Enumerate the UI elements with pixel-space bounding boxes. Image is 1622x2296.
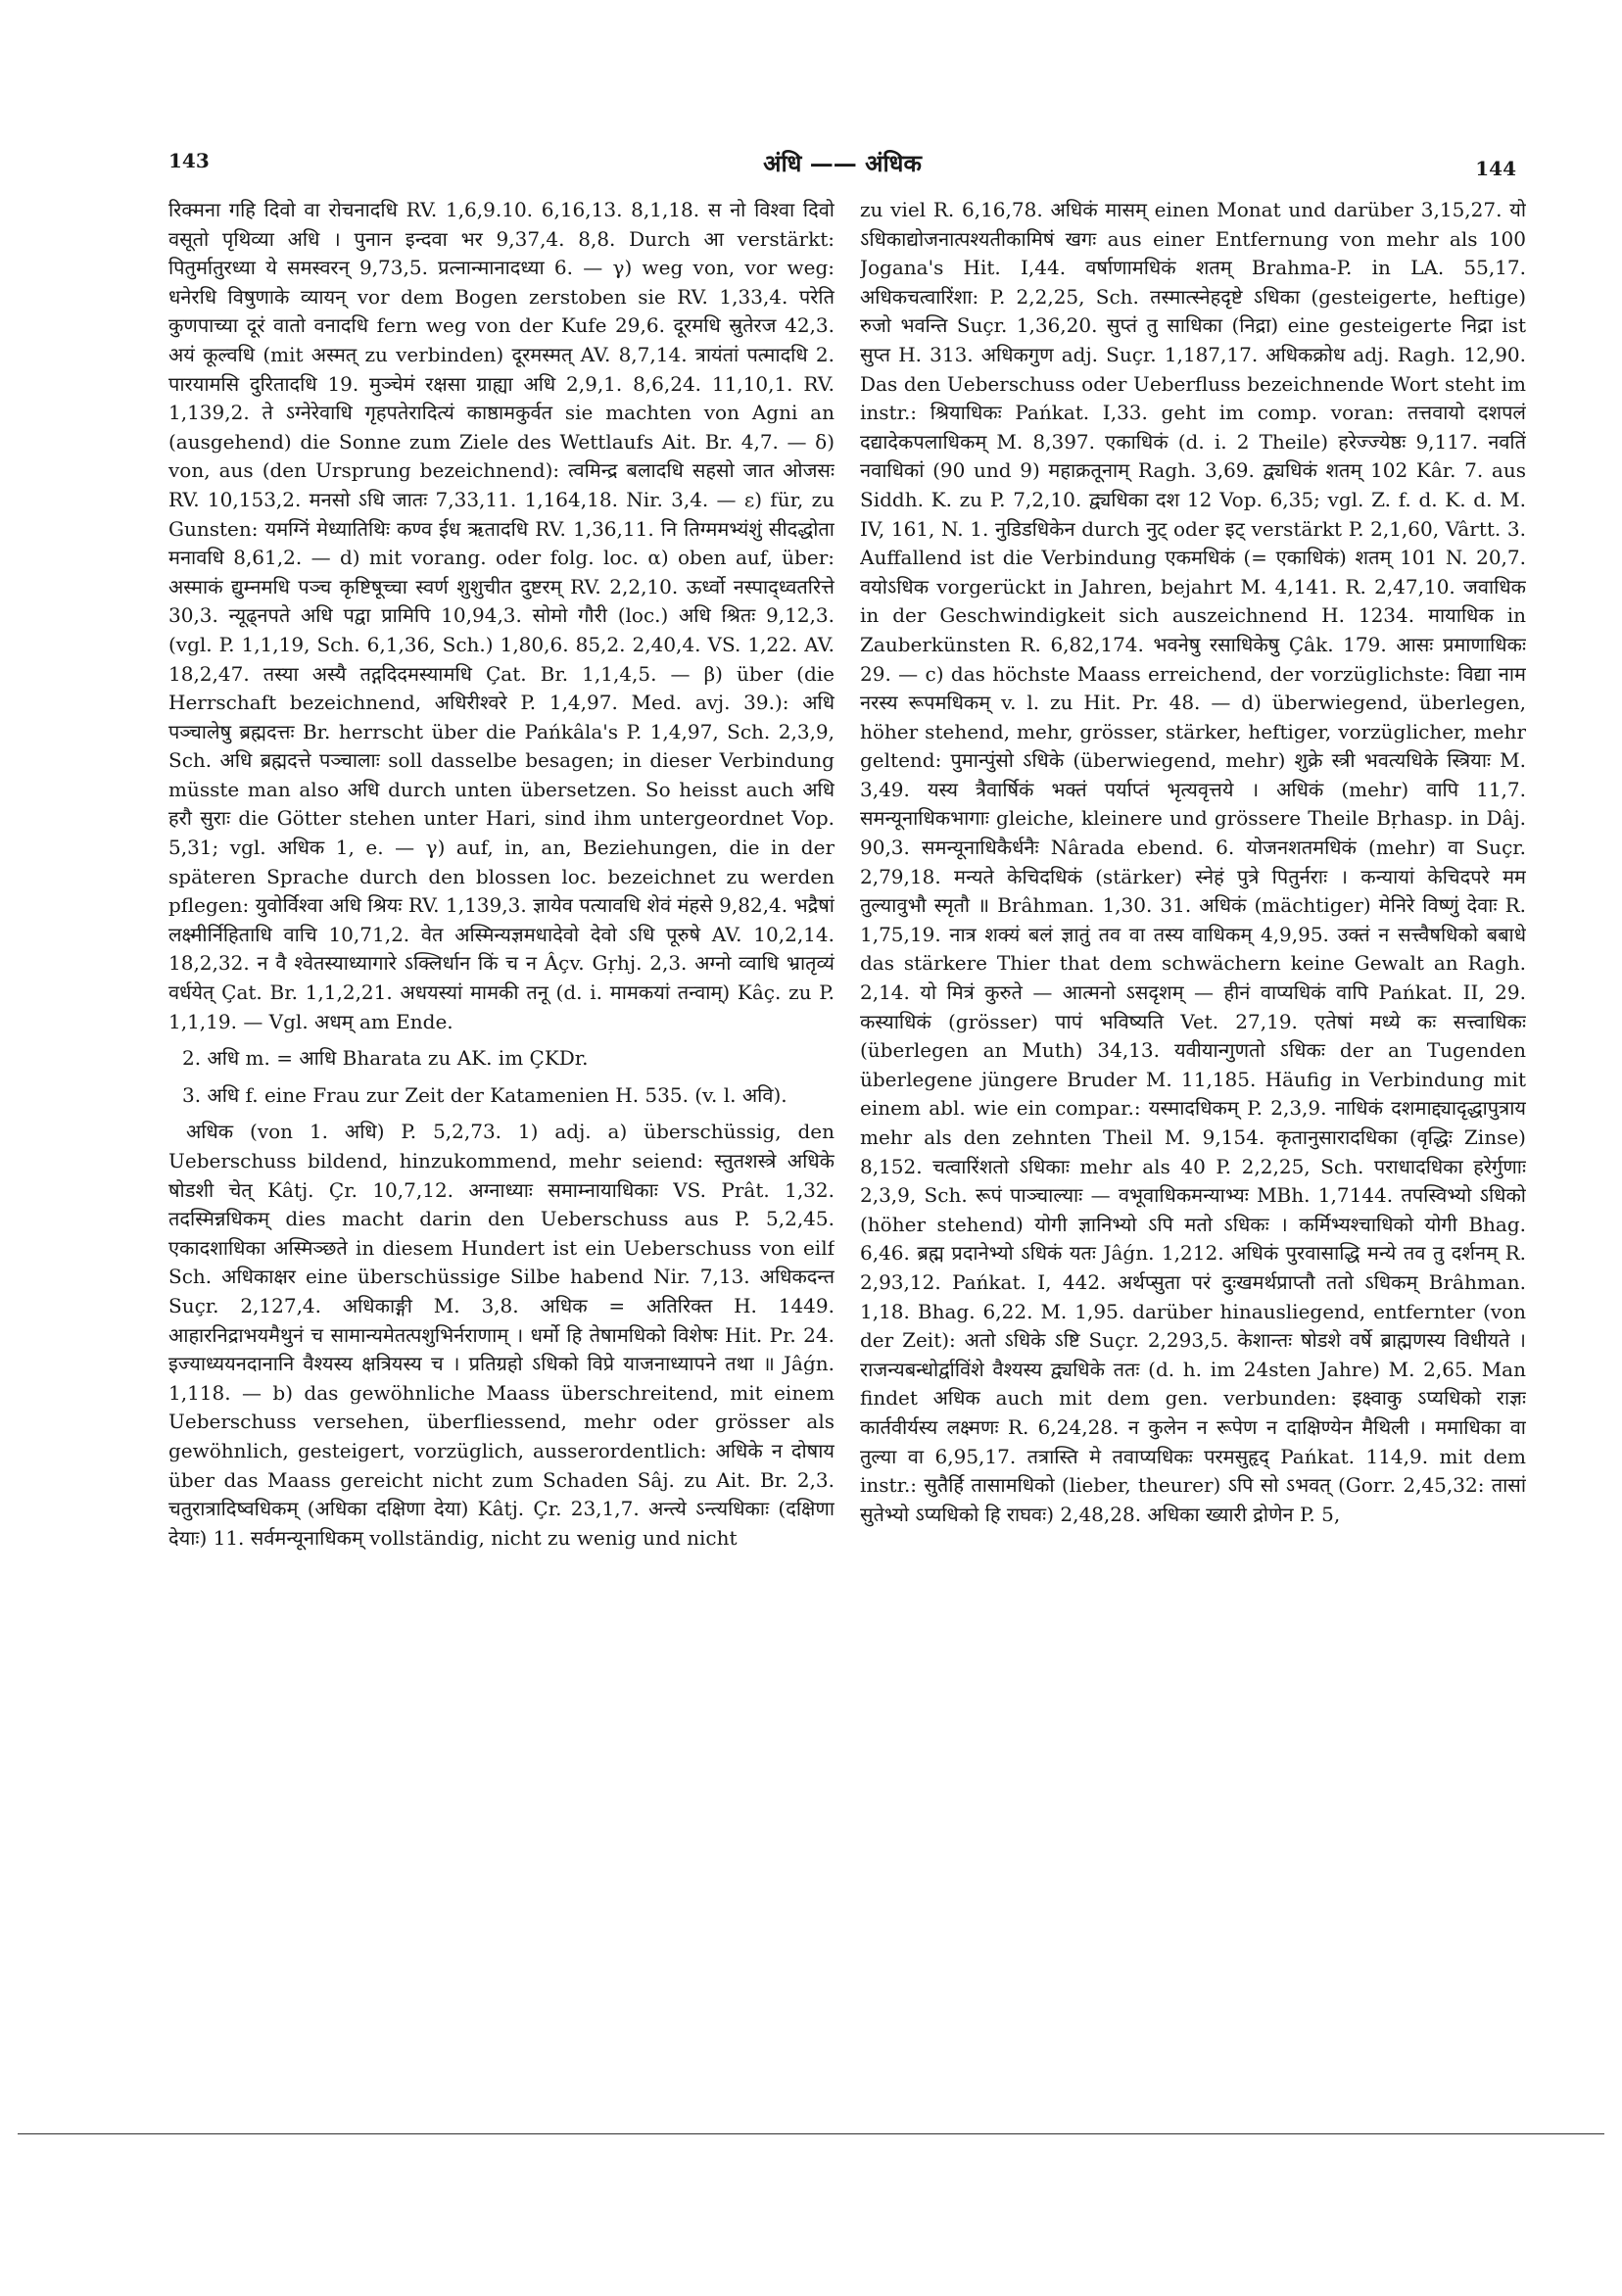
left-paragraph-2: 2. अधि m. = आधि Bharata zu AK. im ÇKDr.: [182, 1046, 589, 1071]
right-column: [860, 196, 1526, 2129]
page-header: [157, 147, 1528, 186]
left-paragraph-1: रिक्मना गहि दिवो वा रोचनादधि RV. 1,6,9.10. 6,16,13. 8,1,18. स नो विश्वा दिवो वसूतो पृथिव्या अधि । पुनान इन्दवा भर 9,37,4. 8,8. Durch आ verstärkt: पितुर्मातुरध्या ये समस्वरन् 9,73,5. प्रत्नान्मानादध्या 6. — γ) weg von, vor weg: धनेरधि विषुणाके व्यायन् vor dem Bogen zerstoben sie RV. 1,33,4. परेति कुणपाच्या दूरं वातो वनादधि fern weg von der Kufe 29,6. दूरमधि स्रुतेरज 42,3. अयं कूल्वधि (mit अस्मत् zu verbinden) दूरमस्मत् AV. 8,7,14. त्रायंतां पत्मादधि 2. पारयामसि दुरितादधि 19. मुञ्चेमं रक्षसा ग्राह्या अधि 2,9,1. 8,6,24. 11,10,1. RV. 1,139,2. ते ऽग्नेरेवाधि गृहपतेरादित्यं काष्ठामकुर्वत sie machten von Agni an (ausgehend) die Sonne zum Ziele des Wettlaufs Ait. Br. 4,7. — δ) von, aus (den Ursprung bezeichnend): त्वमिन्द्र बलादधि सहसो जात ओजसः RV. 10,153,2. मनसो ऽधि जातः 7,33,11. 1,164,18. Nir. 3,4. — ε) für, zu Gunsten: यमग्निं मेध्यातिथिः कण्व ईध ऋतादधि RV. 1,36,11. नि तिग्ममभ्यंशुं सीदद्धोता मनावधि 8,61,2. — d) mit vorang. oder folg. loc. α) oben auf, über: अस्माकं द्युम्नमधि पञ्च कृष्टिषूच्चा स्वर्ण शुशुचीत दुष्टरम् RV. 2,2,10. ऊर्ध्वो नस्पाद्ध्वतरित्ते 30,3. न्यूढ्नपते अधि पद्वा प्रामिपि 10,94,3. सोमो गौरी (loc.) अधि श्रितः 9,12,3. (vgl. P. 1,1,19, Sch. 6,1,36, Sch.) 1,80,6. 85,2. 2,40,4. VS. 1,22. AV. 18,2,47. तस्या अस्यै तद्गदिदमस्यामधि Çat. Br. 1,1,4,5. — β) über (die Herrschaft bezeichnend, अधिरीश्वरे P. 1,4,97. Med. avj. 39.): अधि पञ्चालेषु ब्रह्मदत्तः Br. herrscht über die Pańkâla's P. 1,4,97, Sch. 2,3,9, Sch. अधि ब्रह्मदत्ते पञ्चालाः soll dasselbe besagen; in dieser Verbindung müsste man also अधि durch unten übersetzen. So heisst auch अधि हरौ सुराः die Götter stehen unter Hari, sind ihm untergeordnet Vop. 5,31; vgl. अधिक 1, e. — γ) auf, in, an, Beziehungen, die in der späteren Sprache durch den blossen loc. bezeichnet zu werden pflegen: युवोर्विश्वा अधि श्रियः RV. 1,139,3. ज्ञायेव पत्यावधि शेवं मंहसे 9,82,4. भद्रैषां लक्ष्मीर्निहिताधि वाचि 10,71,2. वेत अस्मिन्यज्ञमधादेवो देवो ऽधि पूरुषे AV. 10,2,14. 18,2,32. न वै श्वेतस्याध्यागारे ऽक्लिर्धान किं च न Âçv. Gṛhj. 2,3. अग्नो व्वाधि भ्रातृव्यं वर्धयेत् Çat. Br. 1,1,2,21. अधयस्यां मामकी तनू (d. i. मामकयां तन्वाम्) Kâç. zu P. 1,1,19. — Vgl. अधम् am Ende.: [168, 198, 835, 1033]
page-number-left: 143: [168, 149, 210, 172]
left-column: [168, 196, 835, 2129]
bottom-rule: [18, 2133, 1604, 2134]
entry-adhika: अधिक (von 1. अधि) P. 5,2,73. 1) adj. a) überschüssig, den Ueberschuss bildend, hinzukommend, mehr seiend: स्तुतशस्त्रे अधिके षोडशी चेत् Kâtj. Çr. 10,7,12. अग्नाध्याः समाम्नायाधिकाः VS. Prât. 1,32. तदस्मिन्नधिकम् dies macht darin den Ueberschuss aus P. 5,2,45. एकादशाधिका अस्मिञ्छते in diesem Hundert ist ein Ueberschuss von eilf Sch. अधिकाक्षर eine überschüssige Silbe habend Nir. 7,13. अधिकदन्त Suçr. 2,127,4. अधिकाङ्गी M. 3,8. अधिक = अतिरिक्त H. 1449. आहारनिद्राभयमैथुनं च सामान्यमेतत्पशुभिर्नराणाम् । धर्मो हि तेषामधिको विशेषः Hit. Pr. 24. इज्याध्ययनदानानि वैश्यस्य क्षत्रियस्य च । प्रतिग्रहो ऽधिको विप्रे याजनाध्यापने तथा ॥ Jâǵn. 1,118. — b) das gewöhnliche Maass überschreitend, mit einem Ueberschuss versehen, überfliessend, mehr oder grösser als gewöhnlich, gesteigert, vorzüglich, ausserordentlich: अधिके न दोषाय über das Maass gereicht nicht zum Schaden Sâj. zu Ait. Br. 2,3. चतुरात्रादिष्वधिकम् (अधिका दक्षिणा देया) Kâtj. Çr. 23,1,7. अन्त्ये ऽन्त्यधिकाः (दक्षिणा देयाः) 11. सर्वमन्यूनाधिकम् vollständig, nicht zu wenig und nicht: [168, 1120, 835, 1550]
right-paragraph-1: zu viel R. 6,16,78. अधिकं मासम् einen Monat und darüber 3,15,27. यो ऽधिकाद्योजनात्पश्यतीकामिषं खगः aus einer Entfernung von mehr als 100 Jogana's Hit. I,44. वर्षाणामधिकं शतम् Brahma-P. in LA. 55,17. अधिकचत्वारिंशा: P. 2,2,25, Sch. तस्मात्स्नेहदृष्टे ऽधिका (gesteigerte, heftige) रुजो भवन्ति Suçr. 1,36,20. सुप्तं तु साधिका (निद्रा) eine gesteigerte निद्रा ist सुप्त H. 313. अधिकगुण adj. Suçr. 1,187,17. अधिकक्रोध adj. Ragh. 12,90. Das den Ueberschuss oder Ueberfluss bezeichnende Wort steht im instr.: श्रियाधिकः Pańkat. I,33. geht im comp. voran: तत्तवायो दशपलं दद्यादेकपलाधिकम् M. 8,397. एकाधिकं (d. i. 2 Theile) हरेज्ज्येष्ठः 9,117. नवतिं नवाधिकां (90 und 9) महाक्रतूनाम् Ragh. 3,69. द्व्यधिकं शतम् 102 Kâr. 7. aus Siddh. K. zu P. 7,2,10. द्व्यधिका दश 12 Vop. 6,35; vgl. Z. f. d. K. d. M. IV, 161, N. 1. नुडिडधिकेन durch नुट् oder इट् verstärkt P. 2,1,60, Vârtt. 3. Auffallend ist die Verbindung एकमधिकं (= एकाधिकं) शतम् 101 N. 20,7. वयोऽधिक vorgerückt in Jahren, bejahrt M. 4,141. R. 2,47,10. जवाधिक in der Geschwindigkeit sich auszeichnend H. 1234. मायाधिक in Zauberkünsten R. 6,82,174. भवनेषु रसाधिकेषु Çâk. 179. आसः प्रमाणाधिकः 29. — c) das höchste Maass erreichend, der vorzüglichste: विद्या नाम नरस्य रूपमधिकम् v. l. zu Hit. Pr. 48. — d) überwiegend, überlegen, höher stehend, mehr, grösser, stärker, heftiger, vorzüglicher, mehr geltend: पुमान्पुंसो ऽधिके (überwiegend, mehr) शुक्रे स्त्री भवत्यधिके स्त्रियाः M. 3,49. यस्य त्रैवार्षिकं भक्तं पर्याप्तं भृत्यवृत्तये । अधिकं (mehr) वापि 11,7. समन्यूनाधिकभागाः gleiche, kleinere und grössere Theile Bṛhasp. in Dâj. 90,3. समन्यूनाधिकैर्धनैः Nârada ebend. 6. योजनशतमधिकं (mehr) वा Suçr. 2,79,18. मन्यते केचिदधिकं (stärker) स्नेहं पुत्रे पितुर्नराः । कन्यायां केचिदपरे मम तुल्यावुभौ स्मृतौ ॥ Brâhman. 1,30. 31. अधिकं (mächtiger) मेनिरे विष्णुं देवाः R. 1,75,19. नात्र शक्यं बलं ज्ञातुं तव वा तस्य वाधिकम् 4,9,95. उक्तं न सत्त्वैषधिको बबाधे das stärkere Thier that dem schwächern keine Gewalt an Ragh. 2,14. यो मित्रं कुरुते — आत्मनो ऽसदृशम् — हीनं वाप्यधिकं वापि Pańkat. II, 29. कस्याधिकं (grösser) पापं भविष्यति Vet. 27,19. एतेषां मध्ये कः सत्त्वाधिकः (überlegen an Muth) 34,13. यवीयान्गुणतो ऽधिकः der an Tugenden überlegene jüngere Bruder M. 11,185. Häufig in Verbindung mit einem abl. wie ein compar.: यस्मादधिकम् P. 2,3,9. नाधिकं दशमाद्द्यादृद्धापुत्राय mehr als den zehnten Theil M. 9,154. कृतानुसारादधिका (वृद्धिः Zinse) 8,152. चत्वारिंशतो ऽधिकाः mehr als 40 P. 2,2,25, Sch. पराधादधिका हरेर्गुणाः 2,3,9, Sch. रूपं पाञ्चाल्याः — वभूवाधिकमन्याभ्यः MBh. 1,7144. तपस्विभ्यो ऽधिको (höher stehend) योगी ज्ञानिभ्यो ऽपि मतो ऽधिकः । कर्मिभ्यश्चाधिको योगी Bhag. 6,46. ब्रह्म प्रदानेभ्यो ऽधिकं यतः Jâǵn. 1,212. अधिकं पुरवासाद्धि मन्ये तव तु दर्शनम् R. 2,93,12. Pańkat. I, 442. अर्थप्सुता परं दुःखमर्थप्राप्तौ ततो ऽधिकम् Brâhman. 1,18. Bhag. 6,22. M. 1,95. darüber hinausliegend, entfernter (von der Zeit): अतो ऽधिके ऽष्टि Suçr. 2,293,5. केशान्तः षोडशे वर्षे ब्राह्मणस्य विधीयते । राजन्यबन्धोर्द्वाविंशे वैश्यस्य द्व्यधिके ततः (d. h. im 24sten Jahre) M. 2,65. Man findet अधिक auch mit dem gen. verbunden: इक्ष्वाकु ऽप्यधिको राज्ञः कार्तवीर्यस्य लक्ष्मणः R. 6,24,28. न कुलेन न रूपेण न दाक्षिण्येन मैथिली । ममाधिका वा तुल्या वा 6,95,17. तत्रास्ति मे तवाप्यधिकः परमसुहृद् Pańkat. 114,9. mit dem instr.: सुतैर्हि तासामधिको (lieber, theurer) ऽपि सो ऽभवत् (Gorr. 2,45,32: तासां सुतेभ्यो ऽप्यधिको हि राघवः) 2,48,28. अधिका ख्यारी द्रोणेन P. 5,: [860, 198, 1526, 1526]
left-paragraph-3: 3. अधि f. eine Frau zur Zeit der Katamenien H. 535. (v. l. अवि).: [182, 1082, 787, 1107]
page-number-right: 144: [1475, 157, 1516, 180]
running-title: अंधि —— अंधिक: [763, 149, 922, 177]
